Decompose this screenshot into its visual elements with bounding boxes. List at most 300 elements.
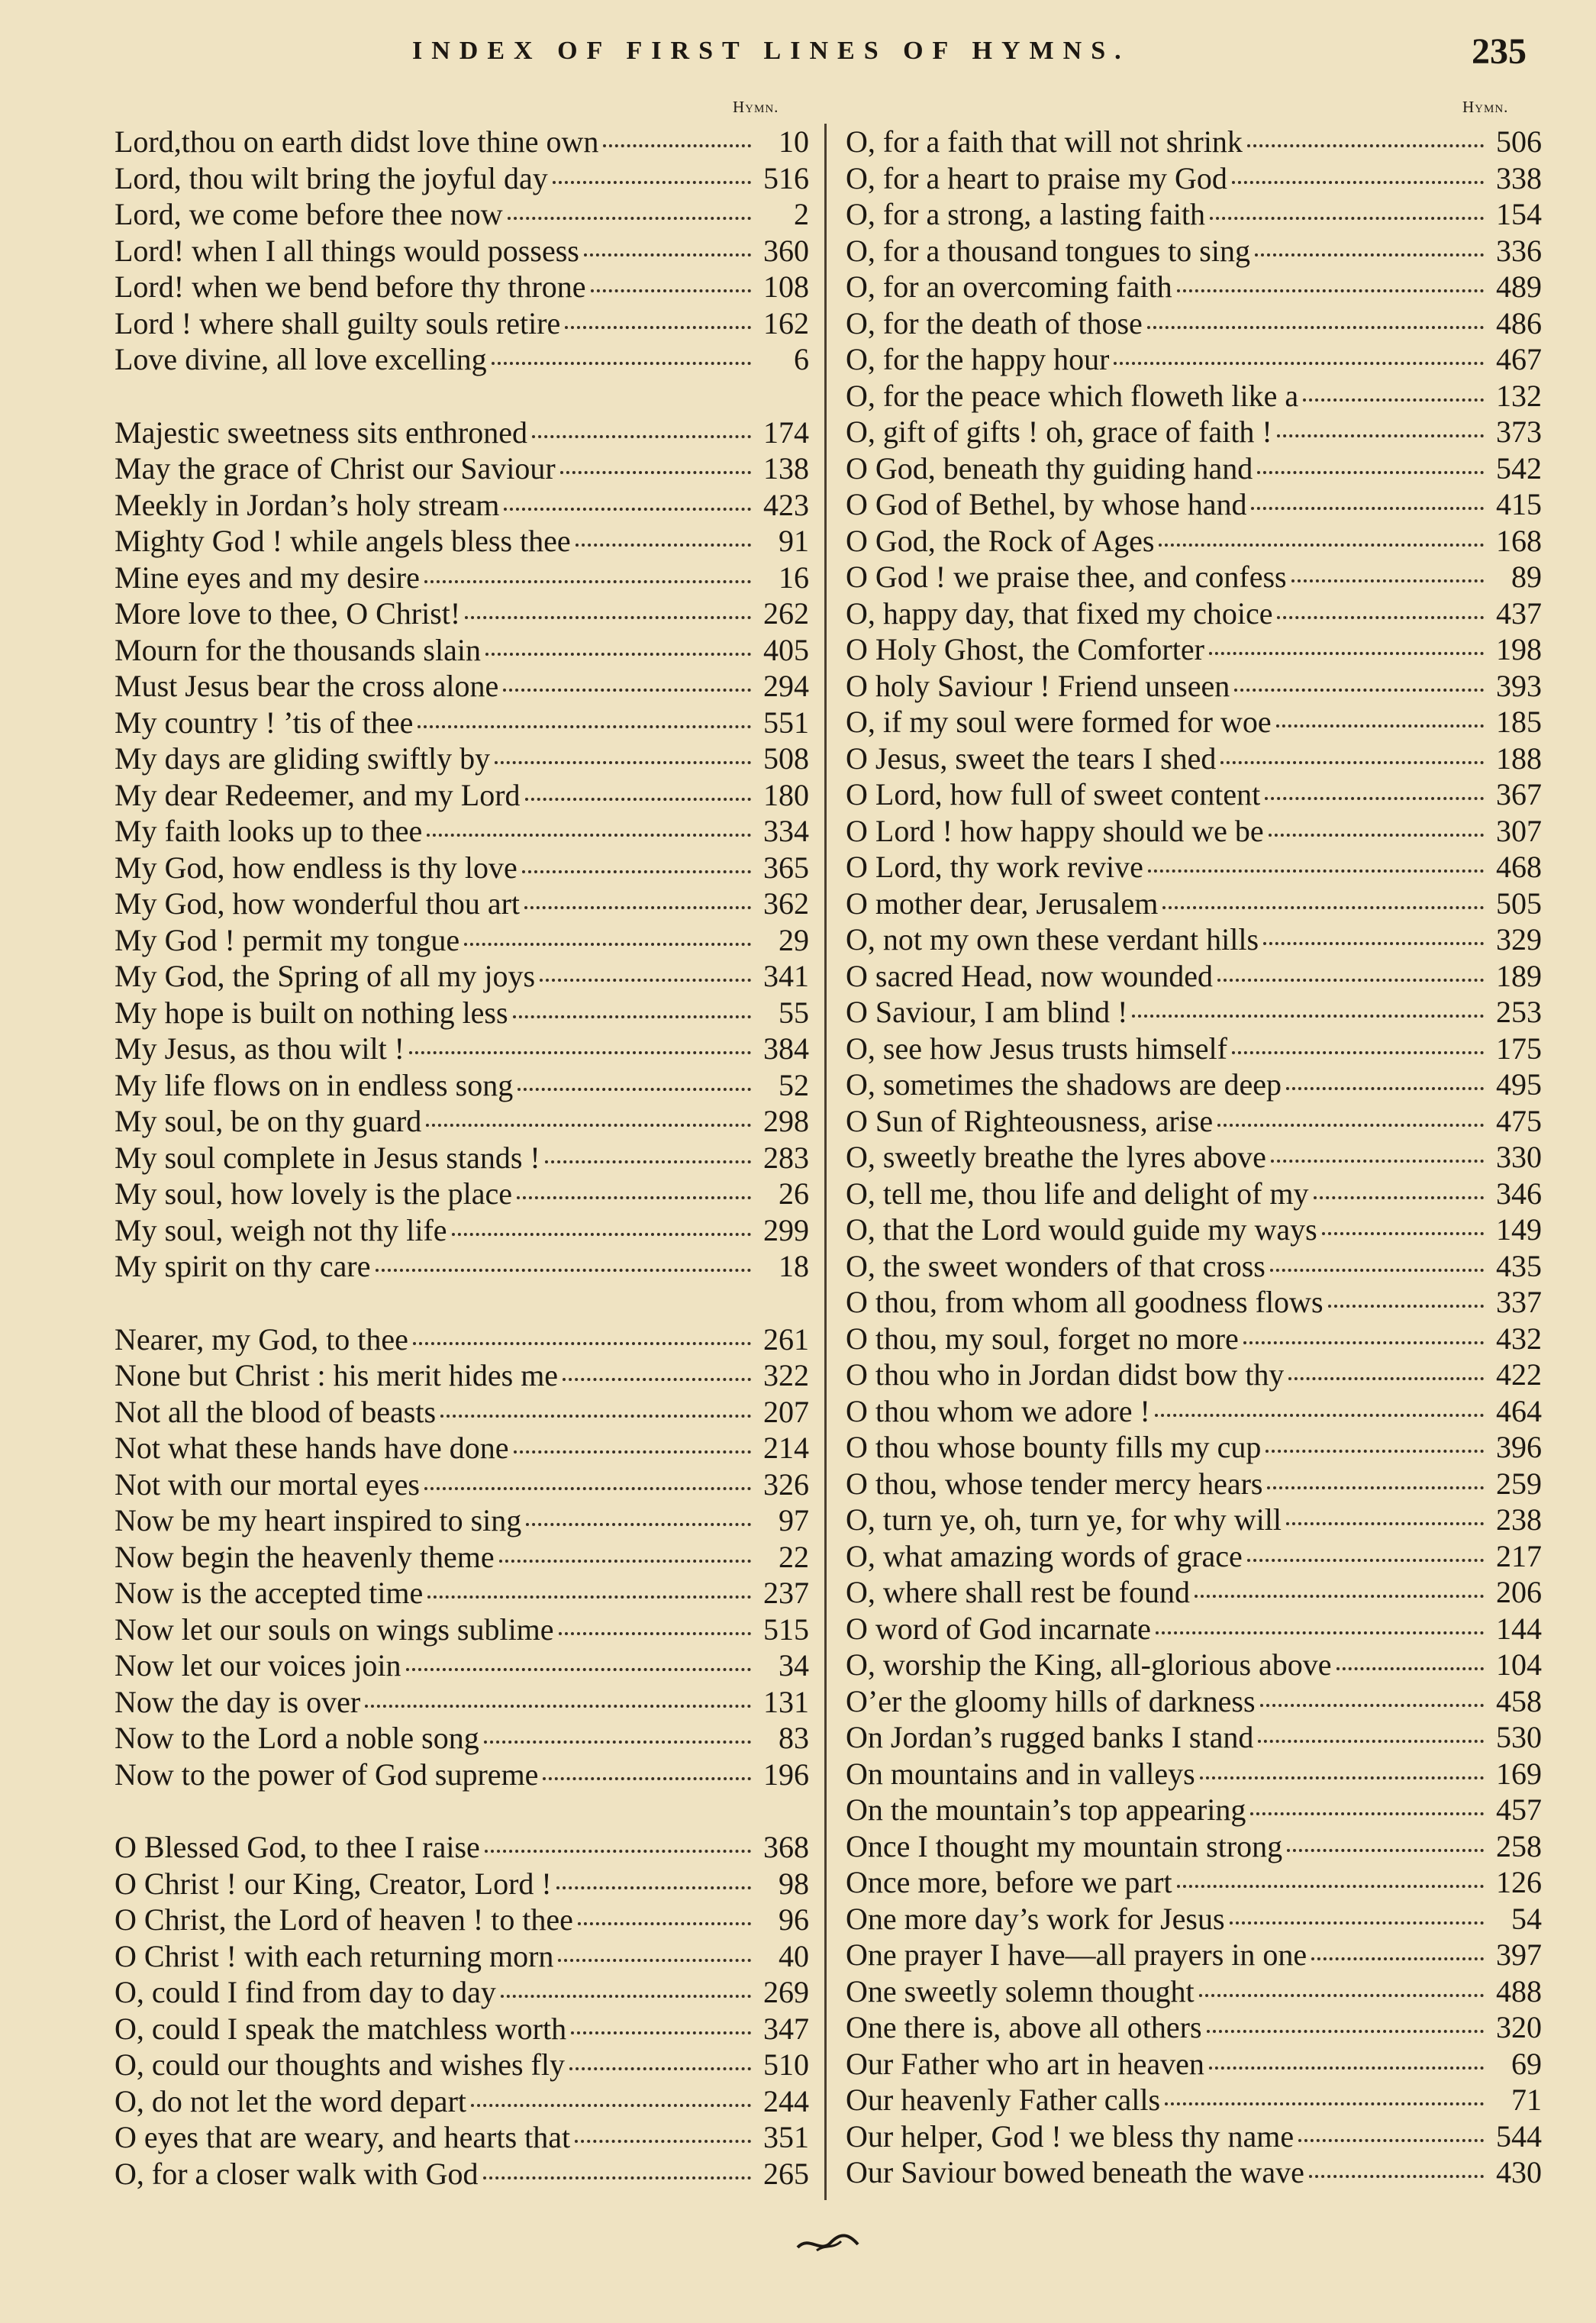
index-entry: [846, 1828, 1542, 1865]
hymn-number: 334: [763, 814, 809, 848]
dot-leader: [560, 471, 751, 474]
first-line-text: My God, how wonderful thou art: [114, 886, 521, 921]
dot-leader: [1267, 1486, 1484, 1489]
index-entry: [114, 1466, 809, 1503]
index-entry: [846, 1212, 1542, 1248]
first-line-text: Our Saviour bowed beneath the wave: [846, 2155, 1304, 2189]
first-line-text: My God, the Spring of all my joys: [114, 959, 536, 993]
first-line-text: O Blessed God, to thee I raise: [114, 1830, 480, 1864]
dot-leader: [532, 435, 751, 438]
first-line-text: O, for a closer walk with God: [114, 2156, 479, 2191]
dot-leader: [483, 2176, 751, 2179]
hymn-number: 435: [1496, 1248, 1542, 1283]
index-entry: [846, 1647, 1542, 1683]
index-entry: [114, 2156, 809, 2192]
index-entry: [114, 1031, 809, 1067]
dot-leader: [1322, 1232, 1484, 1235]
dot-leader: [1217, 979, 1484, 982]
hymn-number: 26: [779, 1176, 809, 1211]
dot-leader: [499, 1560, 751, 1563]
hymn-number: 336: [1496, 233, 1542, 268]
hymn-number: 214: [763, 1431, 809, 1465]
index-entry: [114, 1866, 809, 1902]
index-entry: [846, 2046, 1542, 2083]
hymn-number: 322: [763, 1358, 809, 1392]
dot-leader: [1309, 2175, 1484, 2178]
first-line-text: O, tell me, thou life and delight of my: [846, 1176, 1309, 1211]
index-entry: [846, 921, 1542, 958]
hymn-number: 98: [779, 1866, 809, 1901]
left-index-column: [114, 124, 809, 2192]
dot-leader: [1266, 1450, 1484, 1453]
dot-leader: [514, 1450, 751, 1453]
hymn-number: 40: [779, 1938, 809, 1973]
first-line-text: Nearer, my God, to thee: [114, 1321, 408, 1357]
dot-leader: [413, 1342, 751, 1345]
index-entry: [114, 1430, 809, 1466]
index-entry: [846, 1103, 1542, 1140]
dot-leader: [1200, 1776, 1484, 1779]
dot-leader: [1177, 289, 1484, 292]
dot-leader: [1271, 1160, 1484, 1163]
dot-leader: [426, 1124, 751, 1127]
first-line-text: O word of God incarnate: [846, 1611, 1151, 1646]
dot-leader: [485, 1850, 751, 1853]
hymn-number: 458: [1496, 1683, 1542, 1718]
dot-leader: [376, 1269, 752, 1272]
index-entry: [846, 1973, 1542, 2010]
dot-leader: [1132, 1015, 1484, 1018]
dot-leader: [1195, 1595, 1484, 1598]
index-entry: [846, 595, 1542, 632]
dot-leader: [464, 943, 751, 946]
dot-leader: [1298, 2139, 1484, 2142]
hymn-number: 97: [779, 1503, 809, 1537]
first-line-text: O, not my own these verdant hills: [846, 922, 1259, 957]
index-entry: [846, 378, 1542, 415]
index-entry: [114, 995, 809, 1031]
hymn-number: 505: [1496, 886, 1542, 921]
hymn-number: 422: [1496, 1357, 1542, 1392]
first-line-text: My soul, be on thy guard: [114, 1104, 422, 1138]
hymn-number: 253: [1496, 995, 1542, 1029]
dot-leader: [565, 326, 751, 329]
dot-leader: [1265, 797, 1484, 800]
page-number: 235: [1472, 31, 1527, 72]
index-entry: [114, 1829, 809, 1866]
hymn-number: 360: [763, 233, 809, 268]
hymn-number: 298: [763, 1104, 809, 1138]
dot-leader: [1291, 579, 1484, 582]
dot-leader: [1147, 326, 1484, 329]
dot-leader: [1217, 1124, 1484, 1127]
first-line-text: O mother dear, Jerusalem: [846, 886, 1159, 921]
dot-leader: [517, 1196, 751, 1199]
hymn-number: 238: [1496, 1502, 1542, 1537]
dot-leader: [1303, 398, 1484, 402]
first-line-text: Must Jesus bear the cross alone: [114, 669, 499, 703]
dot-leader: [1162, 906, 1484, 909]
first-line-text: O, see how Jesus trusts himself: [846, 1031, 1227, 1066]
hymn-number: 346: [1496, 1176, 1542, 1211]
hymn-number: 457: [1496, 1792, 1542, 1827]
index-entry: [114, 233, 809, 269]
index-entry: [846, 1574, 1542, 1611]
index-entry: [114, 777, 809, 814]
hymn-number: 475: [1496, 1103, 1542, 1138]
index-entry: [114, 595, 809, 632]
dot-leader: [424, 1487, 751, 1490]
first-line-text: Now the day is over: [114, 1684, 361, 1719]
first-line-text: Now let our souls on wings sublime: [114, 1612, 554, 1647]
first-line-text: O Christ ! our King, Creator, Lord !: [114, 1866, 552, 1901]
first-line-text: O, for a heart to praise my God: [846, 160, 1227, 195]
first-line-text: Mine eyes and my desire: [114, 560, 420, 595]
hymn-number: 89: [1511, 560, 1542, 594]
index-entry: [846, 269, 1542, 305]
dot-leader: [492, 362, 751, 365]
hymn-number: 54: [1511, 1901, 1542, 1936]
index-entry: [846, 523, 1542, 560]
first-line-text: O holy Saviour ! Friend unseen: [846, 668, 1230, 703]
first-line-text: Mourn for the thousands slain: [114, 632, 481, 667]
hymn-number: 320: [1496, 2010, 1542, 2044]
hymn-number: 351: [763, 2120, 809, 2154]
index-entry: [114, 922, 809, 959]
hymn-number: 506: [1496, 124, 1542, 159]
dot-leader: [513, 1015, 751, 1018]
index-entry: [846, 341, 1542, 378]
index-entry: [846, 1393, 1542, 1430]
dot-leader: [1247, 1559, 1484, 1562]
hymn-number: 432: [1496, 1321, 1542, 1356]
hymn-number: 108: [763, 269, 809, 304]
first-line-text: O, could our thoughts and wishes fly: [114, 2047, 565, 2082]
dot-leader: [591, 289, 751, 292]
dot-leader: [559, 1632, 751, 1635]
dot-leader: [1258, 1740, 1484, 1743]
first-line-text: My dear Redeemer, and my Lord: [114, 777, 521, 812]
dot-leader: [1257, 471, 1484, 474]
dot-leader: [1277, 434, 1484, 437]
hymn-number: 131: [763, 1684, 809, 1719]
hymn-number: 69: [1511, 2046, 1542, 2081]
first-line-text: On mountains and in valleys: [846, 1756, 1195, 1791]
index-entry: [114, 813, 809, 850]
hymn-number: 330: [1496, 1140, 1542, 1174]
dot-leader: [427, 1595, 751, 1599]
dot-leader: [1286, 1087, 1484, 1090]
index-entry: [114, 1103, 809, 1140]
hymn-number: 198: [1496, 632, 1542, 666]
first-line-text: O, what amazing words of grace: [846, 1538, 1243, 1573]
hymn-number: 206: [1496, 1575, 1542, 1609]
index-entry: [846, 740, 1542, 777]
hymn-number: 169: [1496, 1756, 1542, 1791]
section-gap: [114, 1792, 809, 1829]
dot-leader: [1232, 1051, 1484, 1054]
index-entry: [114, 850, 809, 886]
first-line-text: O thou, my soul, forget no more: [846, 1321, 1239, 1356]
index-entry: [114, 124, 809, 160]
index-entry: [846, 2082, 1542, 2118]
first-line-text: O, sweetly breathe the lyres above: [846, 1140, 1266, 1174]
dot-leader: [1269, 834, 1484, 837]
hymn-number: 126: [1496, 1865, 1542, 1899]
hymn-number: 149: [1496, 1212, 1542, 1247]
hymn-number: 373: [1496, 415, 1542, 449]
index-entry: [114, 1248, 809, 1285]
index-entry: [114, 196, 809, 233]
index-entry: [846, 1139, 1542, 1176]
index-entry: [846, 1864, 1542, 1901]
index-entry: [846, 668, 1542, 705]
first-line-text: O, worship the King, all-glorious above: [846, 1647, 1332, 1682]
dot-leader: [1220, 761, 1484, 764]
index-entry: [114, 487, 809, 524]
hymn-number: 299: [763, 1212, 809, 1247]
first-line-text: Once more, before we part: [846, 1865, 1172, 1899]
index-entry: [114, 958, 809, 995]
first-line-text: Lord, we come before thee now: [114, 197, 503, 231]
index-entry: [114, 2119, 809, 2156]
first-line-text: O’er the gloomy hills of darkness: [846, 1683, 1256, 1718]
column-label-left: Hymn.: [733, 98, 779, 116]
index-entry: [846, 2009, 1542, 2046]
first-line-text: Lord! when we bend before thy throne: [114, 269, 586, 304]
first-line-text: Not with our mortal eyes: [114, 1466, 420, 1502]
first-line-text: Now is the accepted time: [114, 1576, 424, 1610]
dot-leader: [545, 1160, 751, 1163]
index-entry: [114, 740, 809, 777]
hymn-number: 189: [1496, 958, 1542, 993]
dot-leader: [508, 217, 751, 220]
section-gap: [114, 378, 809, 415]
index-entry: [114, 2047, 809, 2083]
index-entry: [846, 1321, 1542, 1357]
hymn-number: 132: [1496, 378, 1542, 413]
dot-leader: [1270, 1269, 1484, 1272]
index-entry: [846, 1466, 1542, 1502]
first-line-text: Love divine, all love excelling: [114, 342, 487, 376]
dot-leader: [517, 1088, 751, 1091]
first-line-text: O God ! we praise thee, and confess: [846, 560, 1287, 594]
hymn-number: 188: [1496, 740, 1542, 776]
index-entry: [846, 1429, 1542, 1466]
first-line-text: Our heavenly Father calls: [846, 2083, 1161, 2117]
hymn-number: 397: [1496, 1937, 1542, 1972]
hymn-number: 262: [763, 596, 809, 631]
dot-leader: [504, 508, 751, 511]
hymn-number: 423: [763, 487, 809, 522]
index-entry: [114, 1612, 809, 1648]
dot-leader: [1328, 1305, 1484, 1308]
first-line-text: My God ! permit my tongue: [114, 922, 460, 957]
hymn-number: 337: [1496, 1285, 1542, 1319]
hymn-number: 162: [763, 305, 809, 340]
dot-leader: [1155, 1414, 1484, 1417]
first-line-text: O Saviour, I am blind !: [846, 995, 1128, 1029]
index-entry: [114, 1067, 809, 1104]
first-line-text: O eyes that are weary, and hearts that: [114, 2120, 571, 2154]
dot-leader: [501, 1995, 751, 1998]
hymn-number: 265: [763, 2156, 809, 2191]
index-entry: [846, 305, 1542, 342]
dot-leader: [1287, 1849, 1484, 1852]
index-entry: [846, 450, 1542, 487]
hymn-number: 185: [1496, 705, 1542, 739]
dot-leader: [1276, 724, 1484, 728]
index-entry: [114, 632, 809, 669]
hymn-number: 347: [763, 2011, 809, 2046]
first-line-text: Lord, thou wilt bring the joyful day: [114, 160, 548, 195]
first-line-text: None but Christ : his merit hides me: [114, 1358, 559, 1392]
first-line-text: O, for an overcoming faith: [846, 269, 1172, 304]
dot-leader: [1159, 544, 1484, 547]
hymn-number: 29: [779, 922, 809, 957]
first-line-text: O thou, from whom all goodness flows: [846, 1285, 1324, 1319]
first-line-text: Mighty God ! while angels bless thee: [114, 524, 571, 558]
hymn-number: 96: [779, 1902, 809, 1937]
index-entry: [846, 124, 1542, 160]
right-index-column: [846, 124, 1542, 2191]
hymn-number: 486: [1496, 305, 1542, 340]
dot-leader: [1250, 1812, 1484, 1815]
dot-leader: [1243, 1341, 1484, 1344]
dot-leader: [556, 1886, 751, 1889]
hymn-number: 516: [763, 160, 809, 195]
hymn-number: 510: [763, 2047, 809, 2082]
first-line-text: O, for the happy hour: [846, 342, 1110, 376]
dot-leader: [563, 1378, 751, 1381]
first-line-text: My soul complete in Jesus stands !: [114, 1140, 540, 1175]
first-line-text: One sweetly solemn thought: [846, 1973, 1195, 2008]
dot-leader: [558, 1959, 751, 1962]
dot-leader: [1165, 2102, 1484, 2105]
dot-leader: [525, 798, 751, 801]
dot-leader: [1210, 217, 1484, 220]
index-entry: [846, 886, 1542, 922]
hymn-number: 362: [763, 886, 809, 921]
index-entry: [846, 196, 1542, 233]
hymn-number: 415: [1496, 487, 1542, 521]
hymn-number: 6: [794, 342, 809, 376]
first-line-text: Our Father who art in heaven: [846, 2046, 1204, 2081]
running-title: INDEX OF FIRST LINES OF HYMNS.: [412, 37, 1130, 65]
index-entry: [846, 486, 1542, 523]
index-entry: [114, 1974, 809, 2011]
first-line-text: O, for a faith that will not shrink: [846, 124, 1243, 159]
hymn-number: 396: [1496, 1430, 1542, 1464]
dot-leader: [1199, 1994, 1484, 1997]
first-line-text: Lord! when I all things would possess: [114, 233, 579, 268]
dot-leader: [526, 1523, 751, 1526]
index-entry: [114, 523, 809, 560]
index-entry: [114, 668, 809, 705]
first-line-text: My faith looks up to thee: [114, 814, 423, 848]
dot-leader: [1114, 362, 1484, 365]
dot-leader: [1207, 2030, 1484, 2033]
index-entry: [846, 1031, 1542, 1067]
index-entry: [114, 341, 809, 378]
index-entry: [846, 1284, 1542, 1321]
dot-leader: [418, 725, 751, 728]
first-line-text: O, the sweet wonders of that cross: [846, 1248, 1266, 1283]
dot-leader: [1288, 1377, 1484, 1380]
first-line-text: O, where shall rest be found: [846, 1575, 1190, 1609]
first-line-text: My days are gliding swiftly by: [114, 741, 491, 776]
first-line-text: O thou who in Jordan didst bow thy: [846, 1357, 1285, 1392]
first-line-text: O sacred Head, now wounded: [846, 958, 1213, 993]
first-line-text: More love to thee, O Christ!: [114, 596, 461, 631]
hymn-number: 294: [763, 669, 809, 703]
index-entry: [114, 1502, 809, 1539]
dot-leader: [1314, 1196, 1484, 1199]
hymn-number: 515: [763, 1612, 809, 1647]
index-entry: [114, 1575, 809, 1612]
hymn-number: 307: [1496, 813, 1542, 848]
hymn-number: 174: [763, 415, 809, 450]
index-entry: [846, 1937, 1542, 1973]
first-line-text: O Holy Ghost, the Comforter: [846, 632, 1204, 666]
dot-leader: [1311, 1957, 1484, 1960]
dot-leader: [1286, 1522, 1484, 1525]
hymn-number: 144: [1496, 1611, 1542, 1646]
first-line-text: O, for the death of those: [846, 305, 1143, 340]
index-entry: [846, 776, 1542, 813]
first-line-text: O, turn ye, oh, turn ye, for why will: [846, 1502, 1282, 1537]
hymn-number: 430: [1496, 2155, 1542, 2189]
index-entry: [846, 160, 1542, 197]
hymn-number: 71: [1511, 2083, 1542, 2117]
hymn-number: 367: [1496, 777, 1542, 811]
index-entry: [846, 1756, 1542, 1792]
first-line-text: Now begin the heavenly theme: [114, 1539, 495, 1574]
hymn-number: 551: [763, 705, 809, 740]
hymn-number: 464: [1496, 1393, 1542, 1428]
hymn-number: 217: [1496, 1538, 1542, 1573]
index-entry: [114, 450, 809, 487]
dot-leader: [575, 2140, 751, 2143]
hymn-number: 237: [763, 1576, 809, 1610]
index-entry: [114, 269, 809, 305]
hymn-number: 269: [763, 1975, 809, 2009]
index-entry: [114, 1938, 809, 1975]
hymn-number: 18: [779, 1249, 809, 1283]
hymn-number: 489: [1496, 269, 1542, 304]
dot-leader: [1255, 253, 1484, 256]
index-entry: [114, 560, 809, 596]
index-entry: [114, 1357, 809, 1394]
hymn-number: 22: [779, 1539, 809, 1574]
dot-leader: [1263, 942, 1484, 945]
first-line-text: O, for the peace which floweth like a: [846, 378, 1299, 413]
hymn-number: 542: [1496, 450, 1542, 486]
hymn-number: 530: [1496, 1720, 1542, 1754]
dot-leader: [1234, 689, 1484, 692]
hymn-number: 180: [763, 777, 809, 812]
first-line-text: On Jordan’s rugged banks I stand: [846, 1720, 1254, 1754]
index-entry: [114, 886, 809, 922]
index-entry: [114, 705, 809, 741]
first-line-text: One prayer I have—all prayers in one: [846, 1937, 1307, 1972]
dot-leader: [409, 1051, 751, 1054]
hymn-number: 168: [1496, 523, 1542, 558]
index-entry: [114, 1394, 809, 1431]
hymn-number: 258: [1496, 1828, 1542, 1863]
first-line-text: Once I thought my mountain strong: [846, 1828, 1283, 1863]
hymn-number: 52: [779, 1067, 809, 1102]
